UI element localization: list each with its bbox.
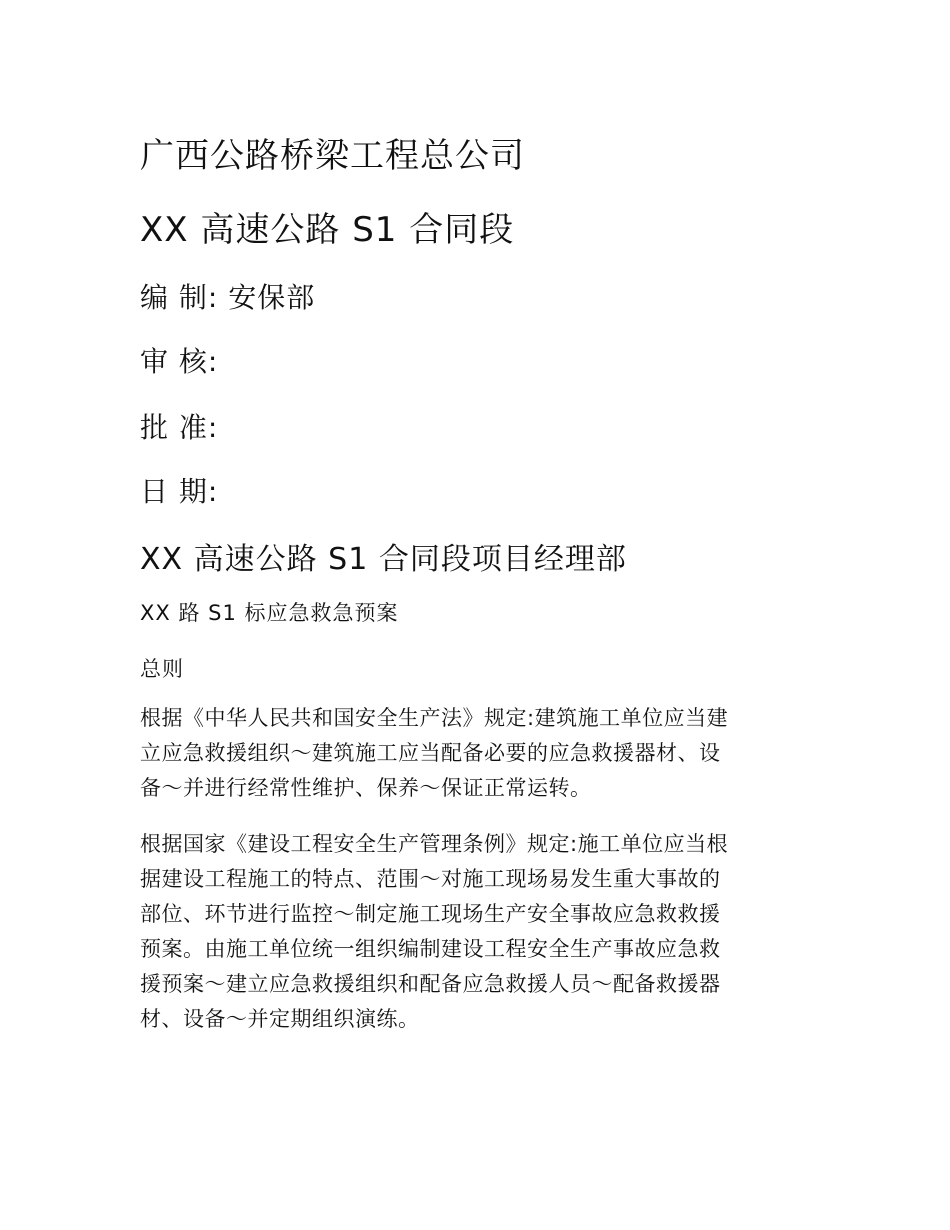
approved-by-line: 批 准: <box>140 411 219 444</box>
date-line: 日 期: <box>140 475 219 508</box>
department-name: XX 高速公路 S1 合同段项目经理部 <box>140 542 627 577</box>
paragraph-line: 备～并进行经常性维护、保养～保证正常运转。 <box>140 776 592 800</box>
compiled-by-line: 编 制: 安保部 <box>140 281 316 314</box>
paragraph-line: 据建设工程施工的特点、范围～对施工现场易发生重大事故的 <box>140 867 721 891</box>
reviewed-by-line: 审 核: <box>140 345 219 378</box>
section-heading: 总则 <box>140 657 184 681</box>
paragraph-line: 材、设备～并定期组织演练。 <box>140 1007 420 1031</box>
paragraph-legal-basis-2 <box>140 827 820 1037</box>
plan-title: XX 路 S1 标应急救急预案 <box>140 601 399 625</box>
paragraph-line: 根据国家《建设工程安全生产管理条例》规定:施工单位应当根 <box>140 832 729 856</box>
paragraph-line: 预案。由施工单位统一组织编制建设工程安全生产事故应急救 <box>140 937 721 961</box>
company-name: 广西公路桥梁工程总公司 <box>140 136 525 176</box>
paragraph-line: 援预案～建立应急救援组织和配备应急救援人员～配备救援器 <box>140 972 721 996</box>
project-name: XX 高速公路 S1 合同段 <box>140 210 515 250</box>
paragraph-line: 立应急救援组织～建筑施工应当配备必要的应急救援器材、设 <box>140 741 721 765</box>
paragraph-legal-basis-1 <box>140 701 820 806</box>
paragraph-line: 部位、环节进行监控～制定施工现场生产安全事故应急救救援 <box>140 902 721 926</box>
paragraph-line: 根据《中华人民共和国安全生产法》规定:建筑施工单位应当建 <box>140 706 729 730</box>
